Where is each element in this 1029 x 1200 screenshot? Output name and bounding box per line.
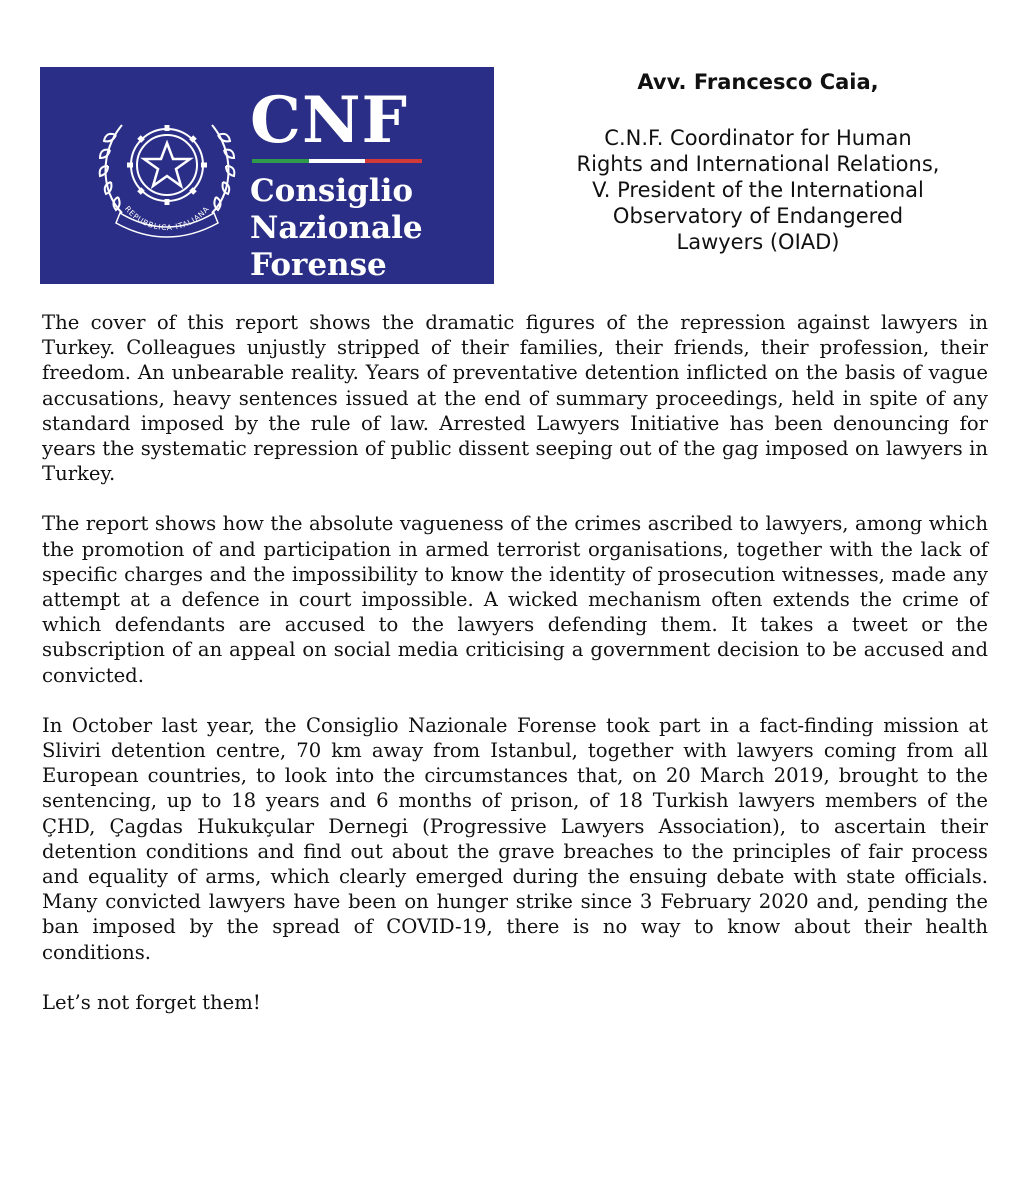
- italian-republic-emblem-icon: [92, 95, 242, 245]
- report-body: [42, 310, 988, 1040]
- logo-name-line-1: Consiglio: [250, 173, 414, 209]
- logo-name-line-3: Forense: [250, 247, 387, 283]
- paragraph-3: In October last year, the Consiglio Nazionale Forense took part in a fact-finding mission at Sliviri detention centre, 70 km away from Istanbul, together with lawyers coming from all European countries, to look into the circumstances that, on 20 March 2019, brought to the sentencing, up to 18 years and 6 months of prison, of 18 Turkish lawyers members of the ÇHD, Çagdas Hukukçular Dernegi (Progressive Lawyers Association), to ascertain their detention conditions and find out about the grave breaches to the principles of fair process and equality of arms, which clearly emerged during the ensuing debate with state officials. Many convicted lawyers have been on hunger strike since 3 February 2020 and, pending the ban imposed by the spread of COVID-19, there is no way to know about their health conditions.: [42, 713, 988, 964]
- logo-acronym: CNF: [250, 83, 408, 158]
- italian-flag-stripe: [252, 159, 422, 163]
- author-name: Avv. Francesco Caia,: [637, 70, 879, 94]
- logo-name-line-2: Nazionale: [250, 210, 423, 246]
- paragraph-1: The cover of this report shows the dramatic figures of the repression against lawyers in Turkey. Colleagues unjustly stripped of their families, their friends, their profession, their freedom. An unbearable reality. Years of preventative detention inflicted on the basis of vague accusations, heavy sentences issued at the end of summary proceedings, held in spite of any standard imposed by the rule of law. Arrested Lawyers Initiative has been denouncing for years the systematic repression of public dissent seeping out of the gag imposed on lawyers in Turkey.: [42, 311, 988, 486]
- author-block: [528, 69, 988, 255]
- emblem-ribbon-text: REPUBBLICA ITALIANA: [122, 204, 212, 233]
- author-role: C.N.F. Coordinator for Human Rights and International Relations, V. President of the International Observatory of Endangered Lawyers (OIAD): [576, 126, 940, 254]
- cnf-logo: [40, 67, 494, 284]
- closing-line: Let’s not forget them!: [42, 990, 261, 1014]
- logo-wordmark: [250, 85, 490, 284]
- paragraph-2: The report shows how the absolute vagueness of the crimes ascribed to lawyers, among which the promotion of and participation in armed terrorist organisations, together with the lack of specific charges and the impossibility to know the identity of prosecution witnesses, made any attempt at a defence in court impossible. A wicked mechanism often extends the crime of which defendants are accused to the lawyers defending them. It takes a tweet or the subscription of an appeal on social media criticising a government decision to be accused and convicted.: [42, 512, 988, 687]
- svg-text:REPUBBLICA ITALIANA: [123, 204, 211, 232]
